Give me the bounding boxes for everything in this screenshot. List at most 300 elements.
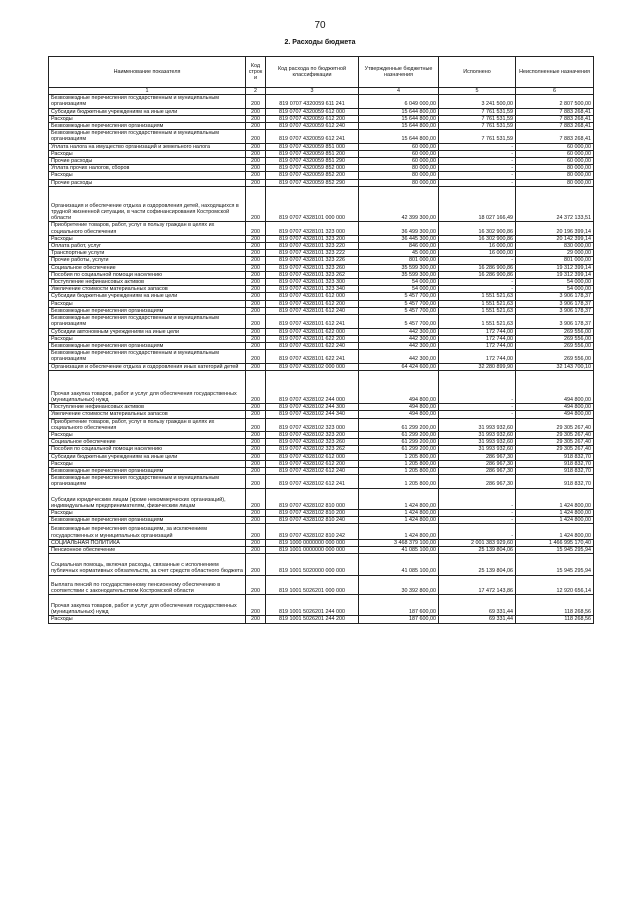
row-approved: 36 499 300,00: [359, 222, 439, 235]
row-approved: 54 000,00: [359, 279, 439, 286]
row-approved: 187 600,00: [359, 616, 439, 623]
row-classification: 819 0707 4328102 612 241: [266, 475, 359, 488]
row-classification: 819 0707 4328101 622 200: [266, 335, 359, 342]
column-number: 2: [246, 88, 266, 95]
row-approved: 1 424 800,00: [359, 517, 439, 524]
row-approved: 3 468 379 100,00: [359, 539, 439, 546]
row-unexecuted: 54 000,00: [516, 286, 594, 293]
row-unexecuted: 19 312 399,14: [516, 271, 594, 278]
row-executed: -: [439, 286, 516, 293]
row-code: 200: [246, 342, 266, 349]
row-name: Субсидии бюджетным учреждениям на иные цели: [49, 108, 246, 115]
row-unexecuted: 29 305 267,40: [516, 439, 594, 446]
column-number: 5: [439, 88, 516, 95]
row-executed: 1 551 521,63: [439, 300, 516, 307]
row-approved: 80 000,00: [359, 165, 439, 172]
row-name: Безвозмездные перечисления организациям, за исключением государственных и муниципальных организаций: [49, 524, 246, 539]
row-executed: 16 302 900,86: [439, 235, 516, 242]
table-row: [49, 315, 594, 328]
row-executed: 32 280 899,90: [439, 363, 516, 370]
row-name: Субсидии юридическим лицам (кроме некоммерческих организаций), индивидуальным предпринимателям, физическим лицам: [49, 488, 246, 509]
row-name: Уплата налога на имущество организаций и земельного налога: [49, 143, 246, 150]
table-row: [49, 143, 594, 150]
table-row: [49, 165, 594, 172]
row-executed: -: [439, 517, 516, 524]
table-row: [49, 235, 594, 242]
row-code: 200: [246, 165, 266, 172]
table-row: [49, 271, 594, 278]
row-unexecuted: 7 883 268,41: [516, 123, 594, 130]
row-approved: 35 599 300,00: [359, 271, 439, 278]
table-row: [49, 328, 594, 335]
row-code: 200: [246, 108, 266, 115]
row-classification: 819 0707 4328102 810 242: [266, 524, 359, 539]
row-unexecuted: 830 000,00: [516, 243, 594, 250]
row-code: 200: [246, 524, 266, 539]
row-classification: 819 0707 4328101 323 220: [266, 243, 359, 250]
row-classification: 819 0707 4320059 851 000: [266, 143, 359, 150]
row-code: 200: [246, 418, 266, 431]
row-unexecuted: 29 305 267,40: [516, 446, 594, 453]
row-executed: -: [439, 172, 516, 179]
row-executed: 172 744,00: [439, 342, 516, 349]
row-unexecuted: 24 372 133,51: [516, 186, 594, 222]
row-name: Приобретение товаров, работ, услуг в пользу граждан в целях их социального обеспечения: [49, 418, 246, 431]
table-row: [49, 616, 594, 623]
header-row-code: Код строк и: [246, 57, 266, 88]
table-row: [49, 517, 594, 524]
row-approved: 846 000,00: [359, 243, 439, 250]
row-classification: 819 0707 4320059 612 240: [266, 123, 359, 130]
row-executed: -: [439, 165, 516, 172]
row-unexecuted: 3 906 178,37: [516, 300, 594, 307]
table-row: [49, 222, 594, 235]
row-code: 200: [246, 115, 266, 122]
row-unexecuted: 3 906 178,37: [516, 293, 594, 300]
row-name: Поступление нефинансовых активов: [49, 404, 246, 411]
row-approved: 442 300,00: [359, 328, 439, 335]
row-approved: 64 424 600,00: [359, 363, 439, 370]
row-name: Расходы: [49, 300, 246, 307]
row-code: 200: [246, 453, 266, 460]
row-classification: 819 1001 0000000 000 000: [266, 546, 359, 553]
table-row: [49, 370, 594, 403]
header-approved: Утвержденные бюджетные назначения: [359, 57, 439, 88]
row-executed: 286 967,30: [439, 475, 516, 488]
row-classification: 819 0707 4328102 244 340: [266, 411, 359, 418]
row-name: Транспортные услуги: [49, 250, 246, 257]
table-row: [49, 363, 594, 370]
row-approved: 801 000,00: [359, 257, 439, 264]
row-approved: 442 300,00: [359, 342, 439, 349]
row-classification: 819 0707 4328102 244 000: [266, 370, 359, 403]
column-number: 1: [49, 88, 246, 95]
row-classification: 819 0707 4328101 323 260: [266, 264, 359, 271]
row-name: Прочие расходы: [49, 158, 246, 165]
row-code: 200: [246, 350, 266, 363]
table-row: [49, 431, 594, 438]
row-name: Пособия по социальной помощи населению: [49, 271, 246, 278]
table-row: [49, 243, 594, 250]
row-executed: 7 761 531,59: [439, 123, 516, 130]
row-unexecuted: 1 424 800,00: [516, 488, 594, 509]
row-code: 200: [246, 509, 266, 516]
row-code: 200: [246, 264, 266, 271]
table-row: [49, 286, 594, 293]
row-code: 200: [246, 467, 266, 474]
table-row: [49, 158, 594, 165]
row-classification: 819 0707 4328102 612 240: [266, 467, 359, 474]
row-name: Прочая закупка товаров, работ и услуг для обеспечения государственных (муниципальных) нужд: [49, 370, 246, 403]
row-approved: 1 205 800,00: [359, 460, 439, 467]
row-executed: 16 302 900,86: [439, 222, 516, 235]
row-classification: 819 0707 4320059 852 290: [266, 179, 359, 186]
row-unexecuted: 269 556,00: [516, 335, 594, 342]
row-name: Пособия по социальной помощи населению: [49, 446, 246, 453]
row-name: Организация и обеспечение отдыха и оздоровления иных категорий детей: [49, 363, 246, 370]
row-classification: 819 0707 4320059 851 290: [266, 158, 359, 165]
row-code: 200: [246, 370, 266, 403]
row-classification: 819 0707 4320059 852 200: [266, 172, 359, 179]
row-classification: 819 0707 4328101 622 241: [266, 350, 359, 363]
row-executed: 16 000,00: [439, 250, 516, 257]
row-unexecuted: 269 556,00: [516, 342, 594, 349]
row-approved: 15 644 800,00: [359, 108, 439, 115]
row-unexecuted: 80 000,00: [516, 165, 594, 172]
table-row: [49, 95, 594, 108]
row-executed: 286 967,30: [439, 467, 516, 474]
row-classification: 819 0707 4328101 612 200: [266, 300, 359, 307]
row-approved: 61 299 200,00: [359, 431, 439, 438]
row-name: СОЦИАЛЬНАЯ ПОЛИТИКА: [49, 539, 246, 546]
row-unexecuted: 60 000,00: [516, 150, 594, 157]
row-name: Безвозмездные перечисления государственным и муниципальным организациям: [49, 315, 246, 328]
row-approved: 187 600,00: [359, 595, 439, 616]
row-name: Расходы: [49, 172, 246, 179]
row-approved: 41 085 100,00: [359, 546, 439, 553]
row-name: Безвозмездные перечисления организациям: [49, 307, 246, 314]
row-code: 200: [246, 446, 266, 453]
row-executed: -: [439, 158, 516, 165]
row-classification: 819 0707 4328101 000 000: [266, 186, 359, 222]
row-unexecuted: 494 800,00: [516, 411, 594, 418]
row-code: 200: [246, 235, 266, 242]
row-name: Безвозмездные перечисления государственным и муниципальным организациям: [49, 95, 246, 108]
row-classification: 819 0707 4328101 323 200: [266, 235, 359, 242]
row-classification: 819 0707 4328101 612 000: [266, 293, 359, 300]
row-executed: 16 000,00: [439, 243, 516, 250]
row-classification: 819 0707 4328101 612 241: [266, 315, 359, 328]
row-classification: 819 1001 5026201 244 200: [266, 616, 359, 623]
row-name: Увеличение стоимости материальных запасов: [49, 411, 246, 418]
column-number: 4: [359, 88, 439, 95]
row-executed: -: [439, 488, 516, 509]
row-executed: -: [439, 509, 516, 516]
table-row: [49, 172, 594, 179]
row-unexecuted: 7 883 268,41: [516, 115, 594, 122]
row-unexecuted: 2 807 500,00: [516, 95, 594, 108]
column-number: 6: [516, 88, 594, 95]
row-executed: -: [439, 257, 516, 264]
row-approved: 5 457 700,00: [359, 300, 439, 307]
row-name: Безвозмездные перечисления организациям: [49, 467, 246, 474]
row-unexecuted: 54 000,00: [516, 279, 594, 286]
section-title: 2. Расходы бюджета: [284, 39, 356, 46]
row-code: 200: [246, 488, 266, 509]
row-code: 200: [246, 158, 266, 165]
row-unexecuted: 1 466 995 170,40: [516, 539, 594, 546]
table-row: [49, 115, 594, 122]
row-unexecuted: 918 832,70: [516, 467, 594, 474]
row-code: 200: [246, 95, 266, 108]
row-approved: 1 424 800,00: [359, 509, 439, 516]
row-executed: -: [439, 150, 516, 157]
row-executed: 286 967,30: [439, 453, 516, 460]
row-unexecuted: 918 832,70: [516, 453, 594, 460]
row-executed: 172 744,00: [439, 335, 516, 342]
row-code: 200: [246, 243, 266, 250]
row-executed: 17 472 143,86: [439, 575, 516, 594]
budget-table-body: [49, 95, 594, 623]
row-classification: 819 0707 4328102 323 260: [266, 439, 359, 446]
table-row: [49, 453, 594, 460]
row-executed: -: [439, 524, 516, 539]
table-row: [49, 250, 594, 257]
row-approved: 61 299 200,00: [359, 418, 439, 431]
row-unexecuted: 19 312 399,14: [516, 264, 594, 271]
row-executed: -: [439, 143, 516, 150]
table-row: [49, 307, 594, 314]
row-classification: 819 0707 4328102 810 200: [266, 509, 359, 516]
row-approved: 1 424 800,00: [359, 524, 439, 539]
row-name: Социальное обеспечение: [49, 439, 246, 446]
row-approved: 80 000,00: [359, 179, 439, 186]
row-classification: 819 0707 4328102 612 200: [266, 460, 359, 467]
row-executed: 172 744,00: [439, 350, 516, 363]
row-approved: 6 049 000,00: [359, 95, 439, 108]
row-unexecuted: 1 424 800,00: [516, 517, 594, 524]
row-code: 200: [246, 271, 266, 278]
table-row: [49, 257, 594, 264]
table-row: [49, 539, 594, 546]
row-unexecuted: 1 424 800,00: [516, 509, 594, 516]
row-approved: 1 205 800,00: [359, 453, 439, 460]
row-approved: 61 299 200,00: [359, 446, 439, 453]
row-approved: 60 000,00: [359, 143, 439, 150]
row-code: 200: [246, 335, 266, 342]
row-code: 200: [246, 257, 266, 264]
row-unexecuted: 60 000,00: [516, 158, 594, 165]
row-name: Расходы: [49, 460, 246, 467]
row-executed: 7 761 531,59: [439, 115, 516, 122]
row-unexecuted: 29 305 267,40: [516, 431, 594, 438]
row-code: 200: [246, 179, 266, 186]
row-code: 200: [246, 404, 266, 411]
row-name: Поступление нефинансовых активов: [49, 279, 246, 286]
row-executed: -: [439, 411, 516, 418]
row-classification: 819 0707 4328102 810 240: [266, 517, 359, 524]
table-row: [49, 150, 594, 157]
table-row: [49, 186, 594, 222]
row-approved: 60 000,00: [359, 150, 439, 157]
row-executed: -: [439, 404, 516, 411]
row-unexecuted: 29 000,00: [516, 250, 594, 257]
row-code: 200: [246, 143, 266, 150]
row-code: 200: [246, 222, 266, 235]
row-classification: 819 1000 0000000 000 000: [266, 539, 359, 546]
row-approved: 80 000,00: [359, 172, 439, 179]
row-classification: 819 0707 4328101 622 240: [266, 342, 359, 349]
row-name: Безвозмездные перечисления государственным и муниципальным организациям: [49, 350, 246, 363]
row-unexecuted: 3 906 178,37: [516, 315, 594, 328]
row-classification: 819 0707 4328102 000 000: [266, 363, 359, 370]
row-code: 200: [246, 554, 266, 575]
header-unexecuted: Неисполненные назначения: [516, 57, 594, 88]
row-name: Расходы: [49, 335, 246, 342]
row-unexecuted: 15 945 295,94: [516, 546, 594, 553]
row-approved: 35 599 300,00: [359, 264, 439, 271]
row-unexecuted: 7 883 268,41: [516, 130, 594, 143]
row-name: Организация и обеспечение отдыха и оздоровления детей, находящихся в трудной жизненной ситуации, в части софинансирования Костромской области: [49, 186, 246, 222]
row-executed: 69 331,44: [439, 595, 516, 616]
row-executed: 31 993 932,60: [439, 439, 516, 446]
table-row: [49, 179, 594, 186]
row-approved: 45 000,00: [359, 250, 439, 257]
row-code: 200: [246, 517, 266, 524]
row-code: 200: [246, 539, 266, 546]
row-approved: 442 300,00: [359, 335, 439, 342]
row-classification: 819 0707 4320059 611 241: [266, 95, 359, 108]
table-row: [49, 475, 594, 488]
row-approved: 60 000,00: [359, 158, 439, 165]
row-executed: -: [439, 179, 516, 186]
row-name: Расходы: [49, 235, 246, 242]
row-code: 200: [246, 300, 266, 307]
row-name: Расходы: [49, 150, 246, 157]
row-name: Безвозмездные перечисления государственным и муниципальным организациям: [49, 475, 246, 488]
table-row: [49, 439, 594, 446]
row-code: 200: [246, 475, 266, 488]
table-row: [49, 509, 594, 516]
row-unexecuted: 269 556,00: [516, 328, 594, 335]
row-classification: 819 0707 4328101 323 222: [266, 250, 359, 257]
row-code: 200: [246, 123, 266, 130]
header-row: [49, 57, 594, 88]
row-code: 200: [246, 575, 266, 594]
row-classification: 819 0707 4328101 323 300: [266, 279, 359, 286]
row-name: Субсидии бюджетным учреждениям на иные цели: [49, 453, 246, 460]
row-unexecuted: 15 945 295,94: [516, 554, 594, 575]
row-code: 200: [246, 411, 266, 418]
row-name: Расходы: [49, 616, 246, 623]
row-code: 200: [246, 286, 266, 293]
row-unexecuted: 32 143 700,10: [516, 363, 594, 370]
row-classification: 819 0707 4320059 612 000: [266, 108, 359, 115]
row-name: Безвозмездные перечисления организациям: [49, 123, 246, 130]
row-code: 200: [246, 150, 266, 157]
table-row: [49, 123, 594, 130]
row-classification: 819 1001 5026201 000 000: [266, 575, 359, 594]
row-unexecuted: 20 142 399,14: [516, 235, 594, 242]
row-name: Увеличение стоимости материальных запасов: [49, 286, 246, 293]
table-row: [49, 554, 594, 575]
table-row: [49, 418, 594, 431]
row-name: Субсидии автономным учреждениям на иные цели: [49, 328, 246, 335]
row-executed: 2 001 383 929,60: [439, 539, 516, 546]
row-executed: 31 993 932,60: [439, 418, 516, 431]
row-approved: 36 445 300,00: [359, 235, 439, 242]
row-approved: 494 800,00: [359, 404, 439, 411]
row-approved: 494 800,00: [359, 370, 439, 403]
row-unexecuted: 918 832,70: [516, 460, 594, 467]
row-unexecuted: 80 000,00: [516, 179, 594, 186]
row-approved: 42 399 300,00: [359, 186, 439, 222]
row-unexecuted: 494 800,00: [516, 370, 594, 403]
row-approved: 5 457 700,00: [359, 293, 439, 300]
row-name: Расходы: [49, 431, 246, 438]
row-classification: 819 0707 4328102 323 000: [266, 418, 359, 431]
row-classification: 819 0707 4328102 323 262: [266, 446, 359, 453]
row-approved: 30 392 800,00: [359, 575, 439, 594]
row-classification: 819 0707 4328102 244 300: [266, 404, 359, 411]
row-executed: 7 761 531,59: [439, 108, 516, 115]
row-name: Социальная помощь, включая расходы, связанные с исполнением публичных нормативных обязательств, за счет средств областного бюджета: [49, 554, 246, 575]
row-code: 200: [246, 431, 266, 438]
row-executed: 16 286 900,86: [439, 264, 516, 271]
row-classification: 819 1001 5020000 000 000: [266, 554, 359, 575]
row-approved: 15 644 800,00: [359, 130, 439, 143]
table-row: [49, 460, 594, 467]
row-code: 200: [246, 546, 266, 553]
row-name: Оплата работ, услуг: [49, 243, 246, 250]
row-executed: 16 286 900,86: [439, 271, 516, 278]
row-executed: 1 551 521,63: [439, 307, 516, 314]
row-unexecuted: 1 424 800,00: [516, 524, 594, 539]
row-code: 200: [246, 595, 266, 616]
row-approved: 54 000,00: [359, 286, 439, 293]
row-unexecuted: 494 800,00: [516, 404, 594, 411]
table-row: [49, 595, 594, 616]
row-approved: 1 205 800,00: [359, 475, 439, 488]
row-classification: 819 0707 4328101 323 262: [266, 271, 359, 278]
row-name: Субсидии бюджетным учреждениям на иные цели: [49, 293, 246, 300]
row-name: Выплата пенсий по государственному пенсионному обеспечению в соответствии с законодательством Костромской области: [49, 575, 246, 594]
row-name: Социальное обеспечение: [49, 264, 246, 271]
row-unexecuted: 3 906 178,37: [516, 307, 594, 314]
row-approved: 15 644 800,00: [359, 115, 439, 122]
row-code: 200: [246, 460, 266, 467]
row-classification: 819 0707 4320059 851 200: [266, 150, 359, 157]
row-executed: -: [439, 279, 516, 286]
table-row: [49, 350, 594, 363]
row-name: Прочие расходы: [49, 179, 246, 186]
row-classification: 819 0707 4328101 622 000: [266, 328, 359, 335]
header-name: Наименование показателя: [49, 57, 246, 88]
row-classification: 819 0707 4328101 323 226: [266, 257, 359, 264]
row-unexecuted: 12 920 656,14: [516, 575, 594, 594]
row-approved: 5 457 700,00: [359, 315, 439, 328]
row-code: 200: [246, 250, 266, 257]
row-approved: 1 424 800,00: [359, 488, 439, 509]
table-row: [49, 488, 594, 509]
row-classification: 819 0707 4320059 612 200: [266, 115, 359, 122]
row-code: 200: [246, 172, 266, 179]
row-code: 200: [246, 616, 266, 623]
table-row: [49, 446, 594, 453]
table-row: [49, 264, 594, 271]
row-classification: 819 0707 4328101 612 240: [266, 307, 359, 314]
row-code: 200: [246, 307, 266, 314]
